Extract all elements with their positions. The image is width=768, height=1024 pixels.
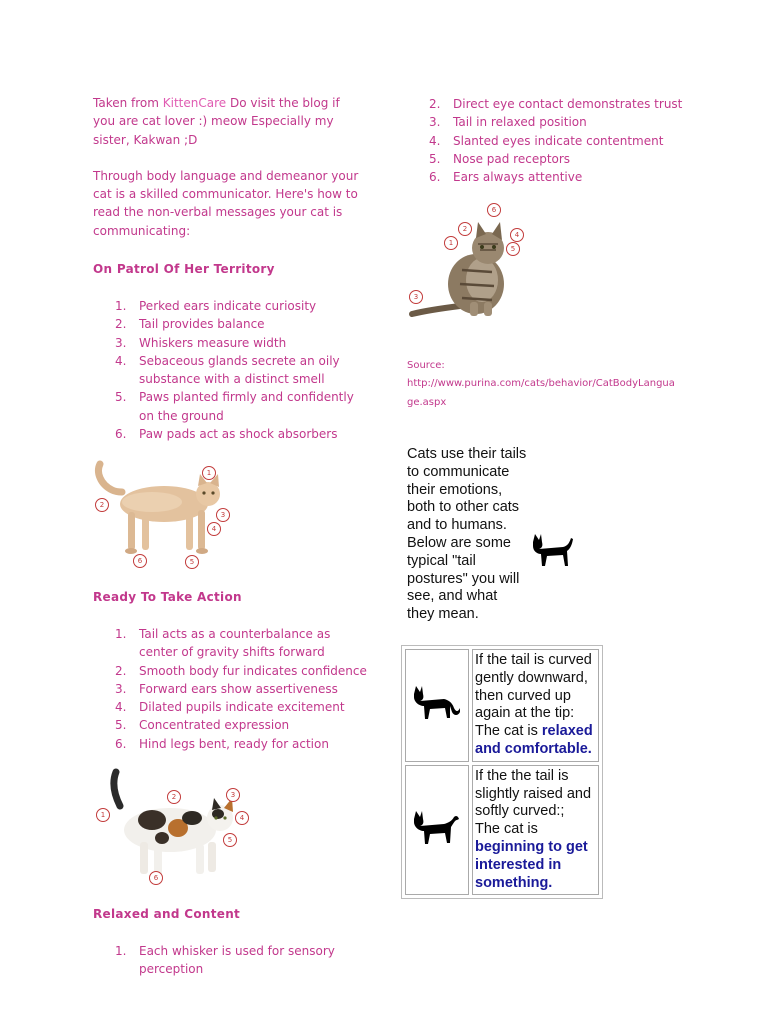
ready-list [115,625,369,753]
source-url[interactable]: http://www.purina.com/cats/behavior/CatBodyLanguage.aspx [407,378,675,408]
tail-intro-text: Cats use their tails to communicate their emotions, both to other cats and to humans. Below are some typical "tail postures" you will see, and what they mean. [407,446,527,623]
intro-block [93,94,363,240]
list-item: 4. Slanted eyes indicate contentment [429,133,664,148]
posture-meaning: The cat is beginning to get interested in something. [475,821,588,891]
list-item: 5. Paws planted firmly and confidently on the ground [115,390,354,423]
posture-emphasis: relaxed and comfortable. [475,723,593,757]
posture-emphasis: beginning to get interested in something. [475,838,588,891]
callout-marker: 2 [458,222,472,236]
list-item: 2. Smooth body fur indicates confidence [115,663,367,678]
table-cell-image [405,649,469,762]
posture-meaning: The cat is relaxed and comfortable. [475,723,593,757]
callout-marker: 3 [226,788,240,802]
callout-marker: 4 [207,522,221,536]
list-item: 4. Dilated pupils indicate excitement [115,700,345,715]
list-item: 6. Hind legs bent, ready for action [115,736,329,751]
list-item: 6. Ears always attentive [429,170,583,185]
posture-description: If the tail is curved gently downward, then curved up again at the tip: [475,652,592,722]
patrol-list [115,297,369,443]
callout-marker: 2 [167,790,181,804]
callout-marker: 5 [223,833,237,847]
cat-tail-raised-icon [412,807,462,849]
intro-credit: Taken from KittenCare Do visit the blog if you are cat lover :) meow Especially my sister, Kakwan ;D [93,96,340,147]
table-row [405,765,599,896]
callout-marker: 6 [149,871,163,885]
source-block [407,357,679,412]
callout-marker: 3 [216,508,230,522]
kittencare-link[interactable]: KittenCare [162,96,227,110]
list-item: 2. Direct eye contact demonstrates trust [429,97,683,111]
callout-marker: 1 [96,808,110,822]
list-item: 3. Whiskers measure width [115,335,287,350]
posture-description: If the the tail is slightly raised and softly curved:; [475,767,592,820]
list-item: 4. Sebaceous glands secrete an oily substance with a distinct smell [115,353,340,387]
table-cell-text [472,765,599,896]
list-item: 1. Tail acts as a counterbalance as center of gravity shifts forward [115,627,331,660]
relaxed-list [115,942,369,979]
list-item: 5. Concentrated expression [115,718,290,733]
section-heading-patrol: On Patrol Of Her Territory [93,262,275,276]
callout-marker: 3 [409,290,423,304]
callout-marker: 1 [444,236,458,250]
list-item: 3. Forward ears show assertiveness [115,681,338,696]
section-heading-relaxed: Relaxed and Content [93,907,241,921]
callout-marker: 4 [510,228,524,242]
intro-paragraph: Through body language and demeanor your cat is a skilled communicator. Here's how to read the non-verbal messages your cat is communicating: [93,168,359,238]
callout-marker: 1 [202,466,216,480]
list-item: 2. Tail provides balance [115,317,265,332]
callout-marker: 5 [185,555,199,569]
tail-postures-table [401,645,603,899]
table-cell-text [472,649,599,762]
source-label: Source: [407,360,445,371]
section-heading-ready: Ready To Take Action [93,590,242,604]
list-item: 5. Nose pad receptors [429,151,571,166]
list-item: 1. Each whisker is used for sensory perception [115,944,335,977]
callout-marker: 6 [487,203,501,217]
list-item: 1. Perked ears indicate curiosity [115,299,317,313]
callout-marker: 6 [133,554,147,568]
relaxed-list-continued [429,95,713,186]
table-row [405,649,599,762]
cat-tail-relaxed-icon [412,682,462,724]
list-item: 6. Paw pads act as shock absorbers [115,427,338,442]
black-cat-silhouette [527,532,575,572]
callout-marker: 4 [235,811,249,825]
cat-ready-image [100,768,250,888]
callout-marker: 5 [506,242,520,256]
table-cell-image [405,765,469,896]
list-item: 3. Tail in relaxed position [429,115,587,130]
callout-marker: 2 [95,498,109,512]
